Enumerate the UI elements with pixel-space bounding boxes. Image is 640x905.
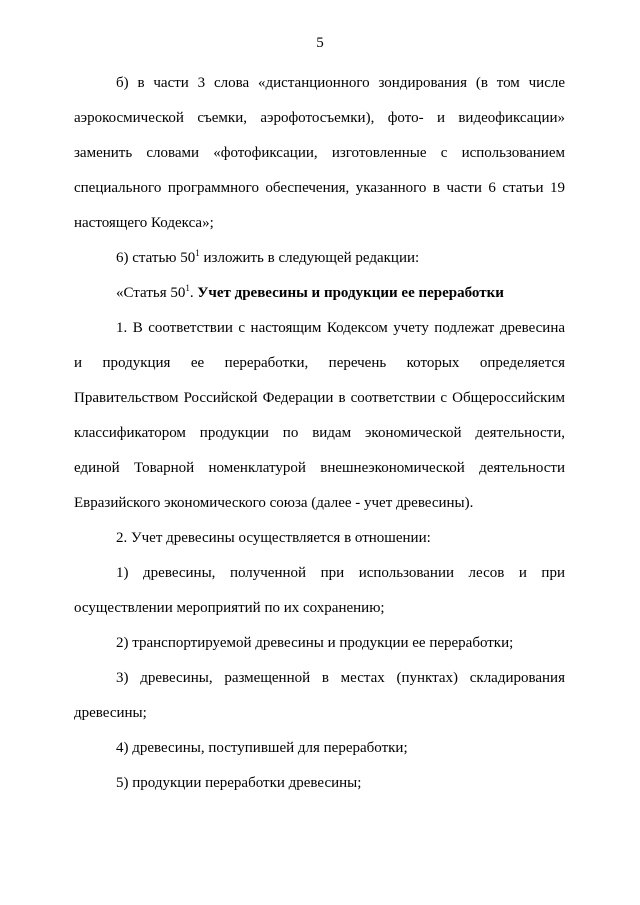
- article-heading: [74, 276, 565, 311]
- sub-1-line-1: 1) древесины, полученной при использовании лесов и при: [116, 565, 565, 581]
- sub-1-line-2: осуществлении мероприятий по их сохранению;: [74, 600, 385, 616]
- item-1-line-5: единой Товарной номенклатурой внешнеэкономической деятельности: [74, 460, 565, 476]
- item-1-line-4: классификатором продукции по видам экономической деятельности,: [74, 425, 565, 441]
- article-dot: .: [189, 285, 198, 301]
- para-b-line-4: специального программного обеспечения, указанного в части 6 статьи 19: [74, 180, 565, 196]
- sub-3-line-2: древесины;: [74, 705, 147, 721]
- para-b-line-2: аэрокосмической съемки, аэрофотосъемки), фото- и видеофиксации»: [74, 110, 565, 126]
- page-number: 5: [316, 35, 324, 51]
- item-2: 2. Учет древесины осуществляется в отношении:: [116, 530, 431, 546]
- item-1-line-2: и продукция ее переработки, перечень которых определяется: [74, 355, 565, 371]
- para-6-before: 6) статью 50: [116, 250, 196, 266]
- sub-2: 2) транспортируемой древесины и продукции ее переработки;: [116, 635, 514, 651]
- sub-4: 4) древесины, поступившей для переработки;: [116, 740, 408, 756]
- para-b-line-5: настоящего Кодекса»;: [74, 215, 214, 231]
- item-1-line-6: Евразийского экономического союза (далее - учет древесины).: [74, 495, 474, 511]
- para-6: [74, 241, 565, 276]
- sub-5: 5) продукции переработки древесины;: [116, 775, 362, 791]
- article-prefix: «Статья 50: [116, 285, 186, 301]
- article-superscript: 1: [185, 283, 190, 293]
- article-title: Учет древесины и продукции ее переработки: [197, 285, 504, 301]
- para-6-after: изложить в следующей редакции:: [199, 250, 420, 266]
- item-1-line-1: 1. В соответствии с настоящим Кодексом учету подлежат древесина: [116, 320, 565, 336]
- para-6-superscript: 1: [195, 248, 200, 258]
- para-b-line-3: заменить словами «фотофиксации, изготовленные с использованием: [74, 145, 565, 161]
- item-1-line-3: Правительством Российской Федерации в соответствии с Общероссийским: [74, 390, 565, 406]
- sub-3-line-1: 3) древесины, размещенной в местах (пунктах) складирования: [116, 670, 565, 686]
- para-b-line-1: б) в части 3 слова «дистанционного зондирования (в том числе: [116, 75, 565, 91]
